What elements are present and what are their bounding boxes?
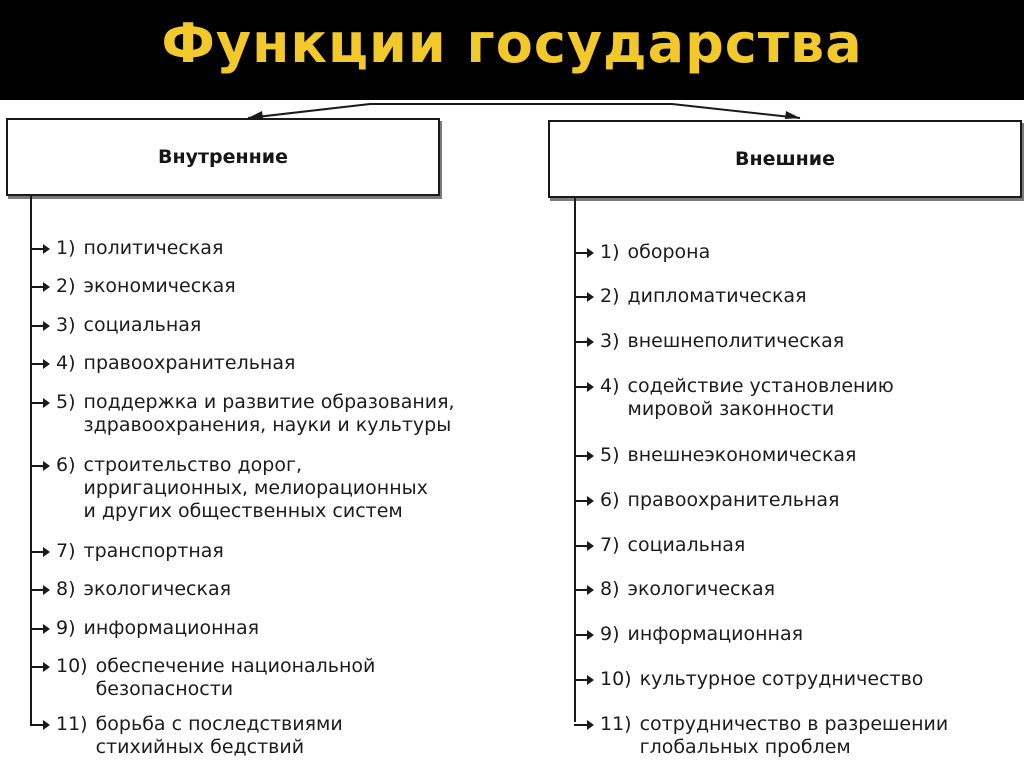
item-number: 7) xyxy=(600,534,620,556)
external-item xyxy=(574,444,857,467)
external-item xyxy=(574,534,745,557)
external-item xyxy=(574,489,839,512)
item-text: правоохранительная xyxy=(627,489,840,511)
arrow-right-icon xyxy=(30,655,50,678)
arrow-right-icon xyxy=(574,623,594,646)
arrow-right-icon xyxy=(30,352,50,375)
item-text: социальная xyxy=(627,534,746,556)
internal-item xyxy=(30,237,223,260)
item-text: информационная xyxy=(627,623,804,645)
external-item xyxy=(574,330,844,353)
item-text: содействие установлению мировой законности xyxy=(627,375,894,420)
external-functions-header xyxy=(548,120,1022,198)
item-text: экологическая xyxy=(627,578,776,600)
item-number: 9) xyxy=(56,617,76,639)
internal-functions-header xyxy=(6,118,440,196)
internal-item xyxy=(30,713,343,759)
top-connector-arrows xyxy=(0,0,1024,130)
item-number: 4) xyxy=(56,352,76,374)
item-text: информационная xyxy=(83,617,260,639)
arrow-right-icon xyxy=(30,540,50,563)
item-number: 6) xyxy=(56,454,76,476)
item-text: сотрудничество в разрешении глобальных проблем xyxy=(639,713,949,758)
item-number: 10) xyxy=(600,668,632,690)
arrow-right-icon xyxy=(30,578,50,601)
arrow-right-icon xyxy=(30,391,50,414)
item-number: 9) xyxy=(600,623,620,645)
internal-functions-header-label: Внутренние xyxy=(158,146,288,168)
item-number: 2) xyxy=(56,275,76,297)
external-item xyxy=(574,285,807,308)
external-functions-header-label: Внешние xyxy=(734,148,835,170)
internal-item xyxy=(30,275,236,298)
arrow-right-icon xyxy=(574,578,594,601)
item-text: строительство дорог, ирригационных, мелиорационных и других общественных систем xyxy=(83,454,428,522)
item-text: оборона xyxy=(627,241,711,263)
arrow-right-icon xyxy=(30,275,50,298)
item-text: внешнеэкономическая xyxy=(627,444,857,466)
item-text: правоохранительная xyxy=(83,352,296,374)
arrow-right-icon xyxy=(574,713,594,736)
arrow-right-icon xyxy=(574,241,594,264)
item-text: внешнеполитическая xyxy=(627,330,845,352)
internal-item xyxy=(30,617,259,640)
internal-item xyxy=(30,314,201,337)
arrow-right-icon xyxy=(574,534,594,557)
item-text: поддержка и развитие образования, здравоохранения, науки и культуры xyxy=(83,391,455,436)
internal-item xyxy=(30,655,375,701)
item-number: 7) xyxy=(56,540,76,562)
internal-item xyxy=(30,578,231,601)
item-number: 3) xyxy=(600,330,620,352)
external-item xyxy=(574,713,948,759)
item-number: 8) xyxy=(600,578,620,600)
item-text: дипломатическая xyxy=(627,285,807,307)
item-number: 5) xyxy=(600,444,620,466)
arrow-right-icon xyxy=(30,237,50,260)
item-number: 2) xyxy=(600,285,620,307)
item-number: 8) xyxy=(56,578,76,600)
arrow-right-icon xyxy=(574,444,594,467)
arrow-right-icon xyxy=(30,713,50,736)
arrow-right-icon xyxy=(30,454,50,477)
external-item xyxy=(574,578,775,601)
external-item xyxy=(574,375,894,421)
external-item xyxy=(574,623,803,646)
arrow-right-icon xyxy=(574,285,594,308)
item-text: экономическая xyxy=(83,275,236,297)
item-text: транспортная xyxy=(83,540,224,562)
arrow-right-icon xyxy=(574,668,594,691)
internal-item xyxy=(30,540,224,563)
item-text: культурное сотрудничество xyxy=(639,668,924,690)
arrow-right-icon xyxy=(30,617,50,640)
item-text: социальная xyxy=(83,314,202,336)
arrow-right-icon xyxy=(574,489,594,512)
item-number: 1) xyxy=(600,241,620,263)
item-number: 10) xyxy=(56,655,88,677)
internal-item xyxy=(30,352,295,375)
external-item xyxy=(574,241,710,264)
item-number: 6) xyxy=(600,489,620,511)
arrow-right-icon xyxy=(574,375,594,398)
item-number: 11) xyxy=(56,713,88,735)
item-text: обеспечение национальной безопасности xyxy=(95,655,376,700)
item-number: 3) xyxy=(56,314,76,336)
item-number: 11) xyxy=(600,713,632,735)
page-title: Функции государства xyxy=(161,12,863,75)
internal-item xyxy=(30,454,428,523)
item-text: экологическая xyxy=(83,578,232,600)
item-text: борьба с последствиями стихийных бедствий xyxy=(95,713,343,758)
item-number: 5) xyxy=(56,391,76,413)
external-item xyxy=(574,668,923,691)
item-text: политическая xyxy=(83,237,224,259)
arrow-right-icon xyxy=(30,314,50,337)
item-number: 1) xyxy=(56,237,76,259)
arrow-right-icon xyxy=(574,330,594,353)
item-number: 4) xyxy=(600,375,620,397)
internal-item xyxy=(30,391,455,437)
